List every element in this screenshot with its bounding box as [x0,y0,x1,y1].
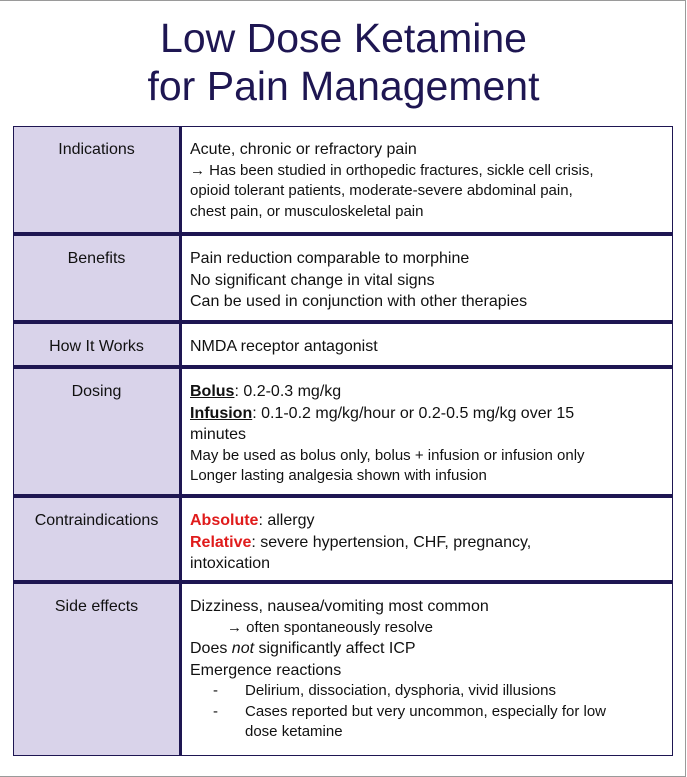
summary-table [13,126,673,756]
infusion-value: : 0.1-0.2 mg/kg/hour or 0.2-0.5 mg/kg over 15 [252,404,575,422]
icp-pre: Does [190,640,232,657]
benefits-line: Pain reduction comparable to morphine [190,250,470,267]
icp-emphasis: not [231,640,255,657]
label-benefits: Benefits [14,236,179,320]
dash-marker: - [213,682,218,699]
benefits-line: Can be used in conjunction with other therapies [190,293,528,310]
label-side-effects: Side effects [14,584,179,755]
indications-line: → Has been studied in orthopedic fractures, sickle cell crisis, [190,161,594,179]
content-indications [190,127,668,222]
relative-label: Relative [190,533,252,551]
label-dosing: Dosing [14,369,179,494]
bullet-text: Cases reported but very uncommon, especially for low [245,702,606,720]
indications-line: opioid tolerant patients, moderate-severe abdominal pain, [190,182,573,199]
how-it-works-line: NMDA receptor antagonist [190,338,378,355]
dosing-bolus-line [190,381,668,403]
row-how-it-works [14,324,672,365]
title-line-1: Low Dose Ketamine [160,15,527,61]
content-contraindications [190,498,668,575]
dosing-line: May be used as bolus only, bolus + infusion or infusion only [190,446,585,464]
column-divider [179,127,182,232]
title-line-2: for Pain Management [147,63,540,109]
content-side-effects [190,584,668,743]
side-effects-line: Emergence reactions [190,661,342,679]
bolus-label: Bolus [190,383,235,400]
icp-post: significantly affect ICP [254,640,416,657]
dosing-infusion-line [190,403,668,425]
side-effects-icp-line [190,638,668,660]
page-title [0,14,687,110]
column-divider [179,584,182,755]
bolus-value: : 0.2-0.3 mg/kg [234,383,342,400]
content-benefits [190,236,668,313]
row-benefits [14,236,672,320]
relative-line [190,532,668,554]
list-item-cont [190,722,668,743]
bullet-text: dose ketamine [245,723,343,740]
column-divider [179,498,182,580]
dosing-infusion-cont: minutes [190,426,247,443]
column-divider [179,324,182,365]
dash-marker: - [213,702,218,720]
content-dosing [190,369,668,487]
row-contraindications [14,498,672,580]
relative-cont: intoxication [190,555,271,572]
label-how-it-works: How It Works [14,324,179,365]
dosing-line: Longer lasting analgesia shown with infusion [190,467,487,484]
label-indications: Indications [14,127,179,232]
benefits-line: No significant change in vital signs [190,271,435,289]
label-contraindications: Contraindications [14,498,179,580]
infusion-label: Infusion [190,404,253,422]
absolute-line [190,510,668,532]
row-indications [14,127,672,232]
list-item [190,702,668,723]
side-effects-line: Dizziness, nausea/vomiting most common [190,598,489,615]
absolute-value: : allergy [258,512,315,529]
bullet-text: Delirium, dissociation, dysphoria, vivid illusions [245,682,556,699]
column-divider [179,236,182,320]
list-item [190,681,668,702]
row-dosing [14,369,672,494]
relative-value: : severe hypertension, CHF, pregnancy, [251,533,532,551]
row-side-effects [14,584,672,755]
content-how-it-works [190,324,668,358]
indications-line: Acute, chronic or refractory pain [190,141,417,158]
indications-line: chest pain, or musculoskeletal pain [190,202,424,220]
side-effects-line: → often spontaneously resolve [227,618,433,636]
column-divider [179,369,182,494]
absolute-label: Absolute [190,512,259,529]
